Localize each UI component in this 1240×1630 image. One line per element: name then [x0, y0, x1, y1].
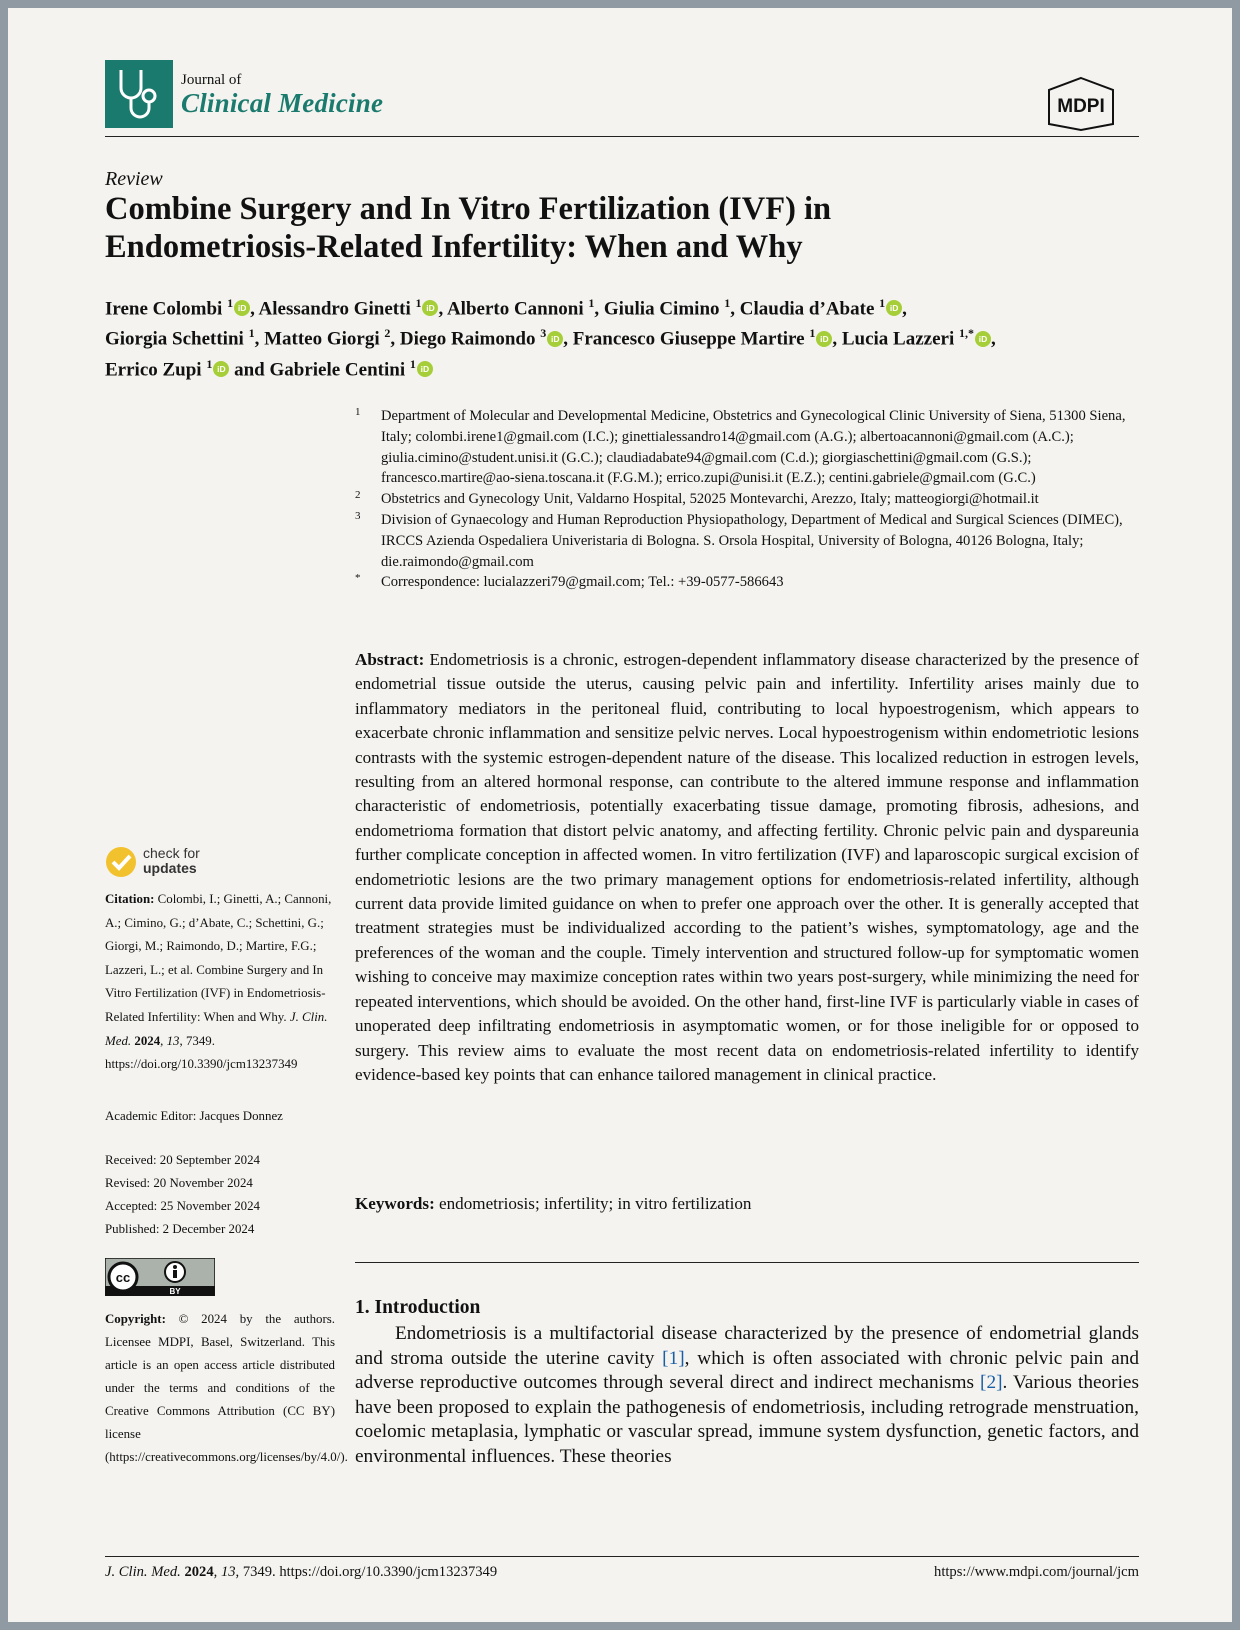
author-affiliation-sup: 1 [227, 296, 234, 310]
citation-link-2[interactable]: [2] [980, 1372, 1003, 1394]
affiliation-mark: * [355, 572, 361, 585]
affiliation-mark: 2 [355, 489, 361, 502]
affiliation-text: Obstetrics and Gynecology Unit, Valdarno Hospital, 52025 Montevarchi, Arezzo, Italy; matteogiorgi@hotmail.it [381, 491, 1039, 508]
mdpi-logo-text: MDPI [1057, 96, 1105, 117]
date-accepted: Accepted: 25 November 2024 [105, 1199, 260, 1213]
author-name: Gabriele Centini [269, 358, 406, 380]
citation-label: Citation: [105, 892, 155, 906]
author-separator: , [832, 328, 842, 350]
footer-rule [105, 1556, 1139, 1557]
author-separator: , [254, 328, 265, 350]
author-affiliation-sup: 1 [415, 296, 422, 310]
footer-citation: J. Clin. Med. 2024, 13, 7349. https://doi.org/10.3390/jcm13237349 [105, 1564, 498, 1580]
orcid-icon[interactable]: iD [975, 331, 991, 347]
mdpi-logo[interactable] [1045, 76, 1117, 132]
author-affiliation-sup: 1,* [958, 326, 974, 341]
affiliation-text: Division of Gynaecology and Human Reproduction Physiopathology, Department of Medical and Surgical Sciences (DIMEC), IRCCS Azienda Ospedaliera Univeristaria di Bologna. S. Orsola Hospital, University of Bologna, 40126 Bologna, Italy; die.raimondo@gmail.com [381, 511, 1123, 570]
footer-doi[interactable]: , 7349. https://doi.org/10.3390/jcm13237349 [235, 1564, 498, 1580]
copyright-notice [105, 1308, 348, 1469]
author-separator: , [990, 328, 996, 350]
abstract-rule [355, 1262, 1139, 1263]
author-separator: , [438, 298, 447, 320]
date-revised: Revised: 20 November 2024 [105, 1176, 253, 1190]
journal-name: Clinical Medicine [181, 88, 384, 118]
author-separator: , [730, 298, 740, 320]
check-line-1: check for [143, 845, 200, 861]
orcid-icon[interactable]: iD [886, 300, 902, 316]
affiliation-item [355, 406, 1145, 489]
affiliation-item [355, 572, 1145, 593]
author-name: Alessandro Ginetti [258, 298, 411, 320]
author-separator: , [902, 298, 907, 320]
copyright-label: Copyright: [105, 1312, 166, 1326]
section-heading-introduction: 1. Introduction [355, 1297, 481, 1318]
affiliations [355, 406, 1145, 593]
orcid-icon[interactable]: iD [417, 361, 433, 377]
check-line-2: updates [143, 860, 197, 876]
date-published: Published: 2 December 2024 [105, 1222, 255, 1236]
author-affiliation-sup: 1 [724, 296, 731, 310]
author-name: Giorgia Schettini [105, 328, 244, 350]
author-name: Matteo Giorgi [264, 328, 380, 350]
author-affiliation-sup: 3 [540, 326, 547, 341]
author-separator: , [563, 328, 573, 350]
orcid-icon[interactable]: iD [422, 300, 438, 316]
author-affiliation-sup: 1 [206, 356, 213, 371]
author-separator: , [390, 328, 400, 350]
author-name: Claudia d’Abate [739, 298, 875, 320]
journal-of-label: Journal of [181, 72, 242, 88]
article-type: Review [105, 168, 163, 190]
copyright-text: © 2024 by the authors. Licensee MDPI, Basel, Switzerland. This article is an open access article distributed under the terms and conditions of the Creative Commons Attribution (CC BY) license (https://creativecommons.org/licenses/by/4.0/). [105, 1312, 348, 1464]
citation-year: 2024 [134, 1033, 161, 1048]
check-for-updates-button[interactable] [143, 846, 200, 876]
date-received: Received: 20 September 2024 [105, 1153, 261, 1167]
citation-link-1[interactable]: [1] [662, 1347, 685, 1369]
author-name: Giulia Cimino [603, 298, 720, 320]
cc-by-license-icon[interactable] [105, 1258, 215, 1296]
author-affiliation-sup: 2 [384, 326, 391, 341]
author-name: Francesco Giuseppe Martire [572, 328, 805, 350]
orcid-icon[interactable]: iD [213, 361, 229, 377]
intro-paragraph [355, 1322, 1139, 1470]
keywords-text: endometriosis; infertility; in vitro fertilization [439, 1194, 752, 1213]
author-name: Alberto Cannoni [446, 298, 584, 320]
citation-volume: 13 [166, 1033, 180, 1048]
title-line-2: Endometriosis-Related Infertility: When and Why [105, 229, 803, 265]
svg-text:cc: cc [115, 1270, 131, 1285]
author-name: Diego Raimondo [399, 328, 536, 350]
footer-year: 2024 [184, 1564, 214, 1580]
keywords [355, 1194, 1139, 1214]
affiliation-item [355, 489, 1145, 510]
title-line-1: Combine Surgery and In Vitro Fertilization (IVF) in [105, 191, 832, 227]
abstract-label: Abstract: [355, 650, 425, 669]
author-separator: , [594, 298, 604, 320]
orcid-icon[interactable]: iD [234, 300, 250, 316]
header-rule [105, 136, 1139, 137]
citation-block: Citation: Colombi, I.; Ginetti, A.; Cannoni, A.; Cimino, G.; d’Abate, C.; Schettini, G.; Giorgi, M.; Raimondo, D.; Martire, F.G.; Lazzeri, L.; et al. Combine Surgery and In Vitro Fertilization (IVF) in Endometriosis-Related Infertility: When and Why. J. Clin. Med. 2024, 13, 7349. https://doi.org/10.3390/jcm13237349 [105, 892, 332, 1072]
abstract [355, 648, 1139, 1087]
citation-text: Colombi, I.; Ginetti, A.; Cannoni, A.; Cimino, G.; d’Abate, C.; Schettini, G.; Giorgi, M.; Raimondo, D.; Martire, F.G.; Lazzeri, L.; et al. Combine Surgery and In Vitro Fertilization (IVF) in Endometriosis-Related Infertility: When and Why. [105, 892, 332, 1024]
stethoscope-logo-icon [105, 60, 173, 128]
affiliation-text: Department of Molecular and Developmental Medicine, Obstetrics and Gynecological Clinic University of Siena, 51300 Siena, Italy; colombi.irene1@gmail.com (I.C.); ginettialessandro14@gmail.com (A.G.); albertoacannoni@gmail.com (A.C.); giulia.cimino@student.unisi.it (G.C.); claudiadabate94@gmail.com (C.d.); giorgiaschettini@gmail.com (G.S.); francesco.martire@ao-siena.toscana.it (F.G.M.); errico.zupi@unisi.it (E.Z.); centini.gabriele@gmail.com (G.C.) [381, 408, 1126, 487]
affiliation-mark: 1 [355, 406, 361, 418]
affiliation-item [355, 510, 1145, 572]
author-affiliation-sup: 1 [588, 296, 595, 310]
orcid-icon[interactable]: iD [547, 331, 563, 347]
footer-journal-url[interactable]: https://www.mdpi.com/journal/jcm [934, 1564, 1139, 1580]
paper-page [8, 8, 1232, 1622]
author-affiliation-sup: 1 [409, 356, 416, 371]
abstract-text: Endometriosis is a chronic, estrogen-dependent inflammatory disease characterized by the presence of endometrial tissue outside the uterus, causing pelvic pain and infertility. Infertility arises mainly due to inflammatory mediators in the peritoneal fluid, contributing to local hypoestrogenism, which appears to exacerbate chronic inflammation and sensitize pelvic nerves. Local hypoestrogenism within endometriotic lesions contrasts with the systemic estrogen-dependent nature of the disease. This localized reduction in estrogen levels, resulting from an altered hormonal response, can contribute to the altered immune response and inflammation characteristic of endometriosis, potentially exacerbating tissue damage, promoting fibrosis, adhesions, and endometrioma formation that distort pelvic anatomy, and affecting fertility. Chronic pelvic pain and dyspareunia further complicate conception in affected women. In vitro fertilization (IVF) and laparoscopic surgical excision of endometriotic lesions are the two primary management options for endometriosis-related infertility, although current data provide limited guidance on when to prefer one approach over the other. It is generally accepted that treatment strategies must be individualized according to the patient’s wishes, symptomatology, age and the preferences of the woman and the couple. Timely intervention and structured follow-up for symptomatic women wishing to conceive may maximize conception rates within two years post-surgery, while minimizing the need for repeated interventions, which should be avoided. On the other hand, first-line IVF is particularly viable in cases of unoperated deep infiltrating endometriosis in asymptomatic women, or for those ineligible for or opposed to surgery. This review aims to evaluate the most recent data on endometriosis-related infertility to identify evidence-based key points that can enhance tailored management in clinical practice. [355, 650, 1139, 1084]
orcid-icon[interactable]: iD [816, 331, 832, 347]
author-separator: , [250, 298, 259, 320]
academic-editor: Academic Editor: Jacques Donnez [105, 1109, 283, 1123]
author-affiliation-sup: 1 [248, 326, 255, 341]
keywords-label: Keywords: [355, 1194, 435, 1213]
author-affiliation-sup: 1 [879, 296, 886, 310]
publication-dates [105, 1149, 260, 1241]
intro-text-1: Endometriosis is a multifactorial disease characterized by the presence of endometrial glands and stroma outside the uterine cavity [355, 1323, 1139, 1369]
cc-by-label: BY [169, 1287, 181, 1296]
check-for-updates-icon[interactable] [105, 846, 137, 878]
author-name: Lucia Lazzeri [841, 328, 955, 350]
author-separator: and [229, 358, 270, 380]
citation-journal: J. Clin. Med. [105, 1009, 328, 1048]
intro-text-2: , which is often associated with chronic pelvic pain and adverse reproductive outcomes through several direct and indirect mechanisms [355, 1347, 1139, 1394]
affiliation-mark: 3 [355, 509, 361, 522]
article-title [105, 190, 1135, 266]
intro-text-3: . Various theories have been proposed to explain the pathogenesis of endometriosis, including retrograde menstruation, coelomic metaplasia, lymphatic or vascular spread, immune system dysfunction, genetic factors, and environmental influences. These theories [355, 1372, 1139, 1467]
author-name: Errico Zupi [105, 358, 202, 380]
affiliation-text: Correspondence: lucialazzeri79@gmail.com; Tel.: +39-0577-586643 [381, 574, 784, 591]
author-list [105, 291, 1145, 382]
footer-volume: 13 [220, 1564, 236, 1580]
citation-doi[interactable]: , 7349. https://doi.org/10.3390/jcm13237349 [105, 1033, 298, 1072]
author-affiliation-sup: 1 [809, 326, 816, 341]
author-name: Irene Colombi [105, 298, 223, 320]
footer-journal: J. Clin. Med. [105, 1564, 181, 1580]
